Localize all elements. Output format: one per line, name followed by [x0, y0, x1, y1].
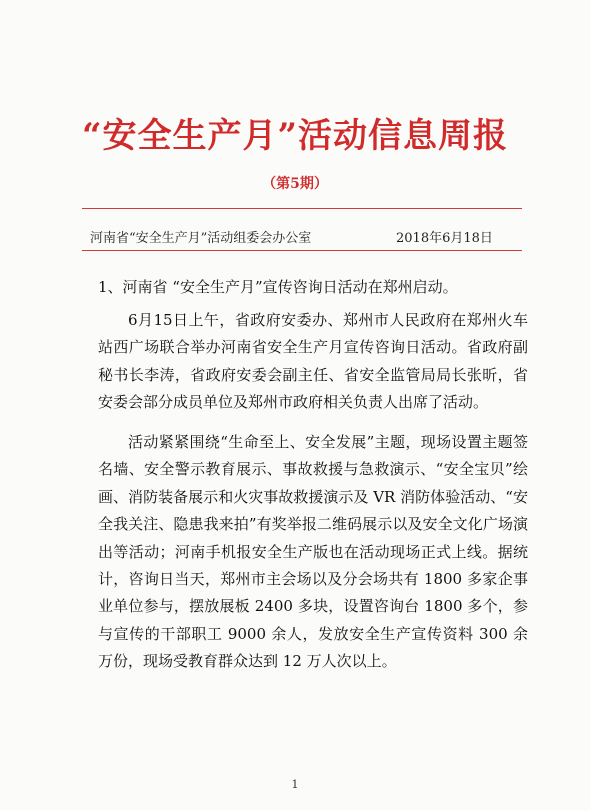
body-paragraph-2: 活动紧紧围绕“生命至上、安全发展”主题，现场设置主题签名墙、安全警示教育展示、事故救援与急救演示、“安全宝贝”绘画、消防装备展示和火灾事故救援演示及 VR 消防体验活动、“安全我关注、隐患我来拍”有奖举报二维码展示以及安全文化广场演出等活动；河南手机报安全生产版也在活动现场正式上线。据统计，咨询日当天，郑州市主会场以及分会场共有 1800 多家企事业单位参与，摆放展板 2400 多块，设置咨询台 1800 多个，参与宣传的干部职工 9000 余人，发放安全生产宣传资料 300 余万份，现场受教育群众达到 12 万人次以上。: [98, 433, 528, 671]
section-heading: 1、河南省 “安全生产月”宣传咨询日活动在郑州启动。: [98, 278, 458, 296]
page-title: “安全生产月”活动信息周报: [81, 116, 509, 156]
issue-number: （第5期）: [262, 176, 328, 192]
body-paragraph-1: 6月15日上午，省政府安委办、郑州市人民政府在郑州火车站西广场联合举办河南省安全生产月宣传咨询日活动。省政府副秘书长李涛，省政府安委会副主任、省安全监管局局长张昕，省安委会部分成员单位及郑州市政府相关负责人出席了活动。: [98, 311, 528, 412]
header-rule-bottom: [82, 250, 522, 251]
issuer-office: 河南省“安全生产月”活动组委会办公室: [90, 231, 312, 246]
header-rule-top: [82, 208, 522, 209]
issue-date: 2018年6月18日: [396, 231, 493, 246]
page-number: 1: [291, 778, 299, 791]
